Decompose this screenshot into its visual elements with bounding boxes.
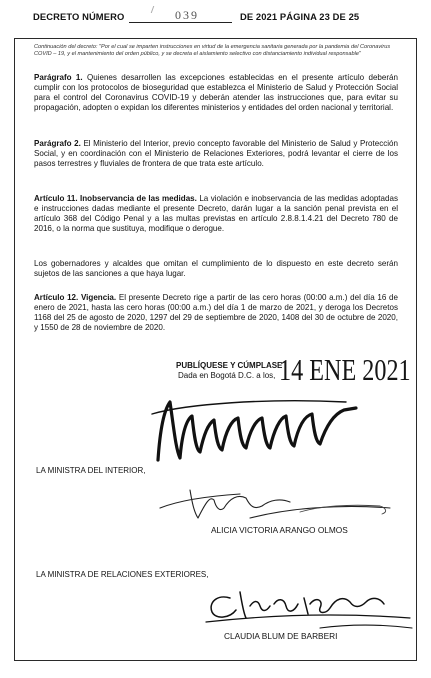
signature-2-title: LA MINISTRA DE RELACIONES EXTERIORES,: [36, 570, 209, 579]
signature-1-title: LA MINISTRA DEL INTERIOR,: [36, 466, 146, 475]
article-11: [34, 194, 398, 234]
date-stamp: 14 ENE 2021: [279, 352, 411, 387]
paragraph-1-text: Quienes desarrollen las excepciones establecidas en el presente artículo deberán cumplir con los protocolos de bioseguridad que establezca el Ministerio de Salud y Protección Social para el control del Coronavirus COVID-19 y deberán atender las instrucciones que, para evitar su propagación, adopten o expidan los diferentes ministerios y entidades del orden nacional y territorial.: [34, 73, 399, 113]
paragraph-1: [34, 73, 398, 113]
decree-number-value: 039: [175, 8, 199, 22]
decree-number-label: DECRETO NÚMERO: [33, 11, 125, 22]
article-12-text: El presente Decreto rige a partir de las cero horas (00:00 a.m.) del día 16 de enero de 2021, hasta las cero horas (00:00 a.m.) del día 1 de marzo de 2021, y deroga los Decretos 1168 del 25 de agosto de 2020, 1297 del 29 de septiembre de 2020, 1408 del 30 de octubre de 2020, y 1550 de 28 de noviembre de 2020.: [34, 293, 399, 333]
paragraph-1-lead: Parágrafo 1.: [34, 73, 83, 82]
signature-1-name: ALICIA VICTORIA ARANGO OLMOS: [211, 525, 348, 535]
signature-1-signature: [150, 478, 410, 528]
article-12-lead: Artículo 12. Vigencia.: [34, 293, 117, 302]
publiquese-label: PUBLÍQUESE Y CÚMPLASE: [176, 361, 283, 370]
article-11-text: La violación e inobservancia de las medidas adoptadas e instrucciones dadas mediante el presente Decreto, darán lugar a la sanción penal prevista en el artículo 368 del Código Penal y a las multas previstas en artículo 2.8.8.1.4.21 del Decreto 780 de 2016, o la norma que sustituya, modifique o derogue.: [34, 194, 398, 234]
paragraph-governors-text: Los gobernadores y alcaldes que omitan el cumplimiento de lo dispuesto en este decreto serán sujetos de las sanciones a que haya lugar.: [34, 259, 398, 279]
dada-label: Dada en Bogotá D.C. a los,: [178, 371, 276, 380]
paragraph-2: [34, 139, 398, 169]
signature-2-name: CLAUDIA BLUM DE BARBERI: [224, 631, 338, 641]
continuation-note: Continuación del decreto: "Por el cual se imparten instrucciones en virtud de la emergencia sanitaria generada por la pandemia del Coronavirus COVID – 19, y el mantenimiento del orden público, y se decreta el aislamiento selectivo con distanciamiento individual responsable": [34, 44, 391, 58]
article-12: [34, 293, 398, 333]
paragraph-governors: [34, 259, 398, 279]
handwritten-mark: [151, 6, 161, 13]
article-11-lead: Artículo 11. Inobservancia de las medidas.: [34, 194, 197, 203]
president-signature: [146, 390, 386, 470]
decree-page-label: DE 2021 PÁGINA 23 DE 25: [240, 11, 360, 22]
page-frame: [14, 38, 417, 661]
paragraph-2-text: El Ministerio del Interior, previo concepto favorable del Ministerio de Salud y Protección Social, y en coordinación con el Ministerio de Relaciones Exteriores, podrá levantar el cierre de los pasos terrestres y fluviales de frontera de que trata este artículo.: [34, 139, 398, 169]
paragraph-2-lead: Parágrafo 2.: [34, 139, 81, 148]
